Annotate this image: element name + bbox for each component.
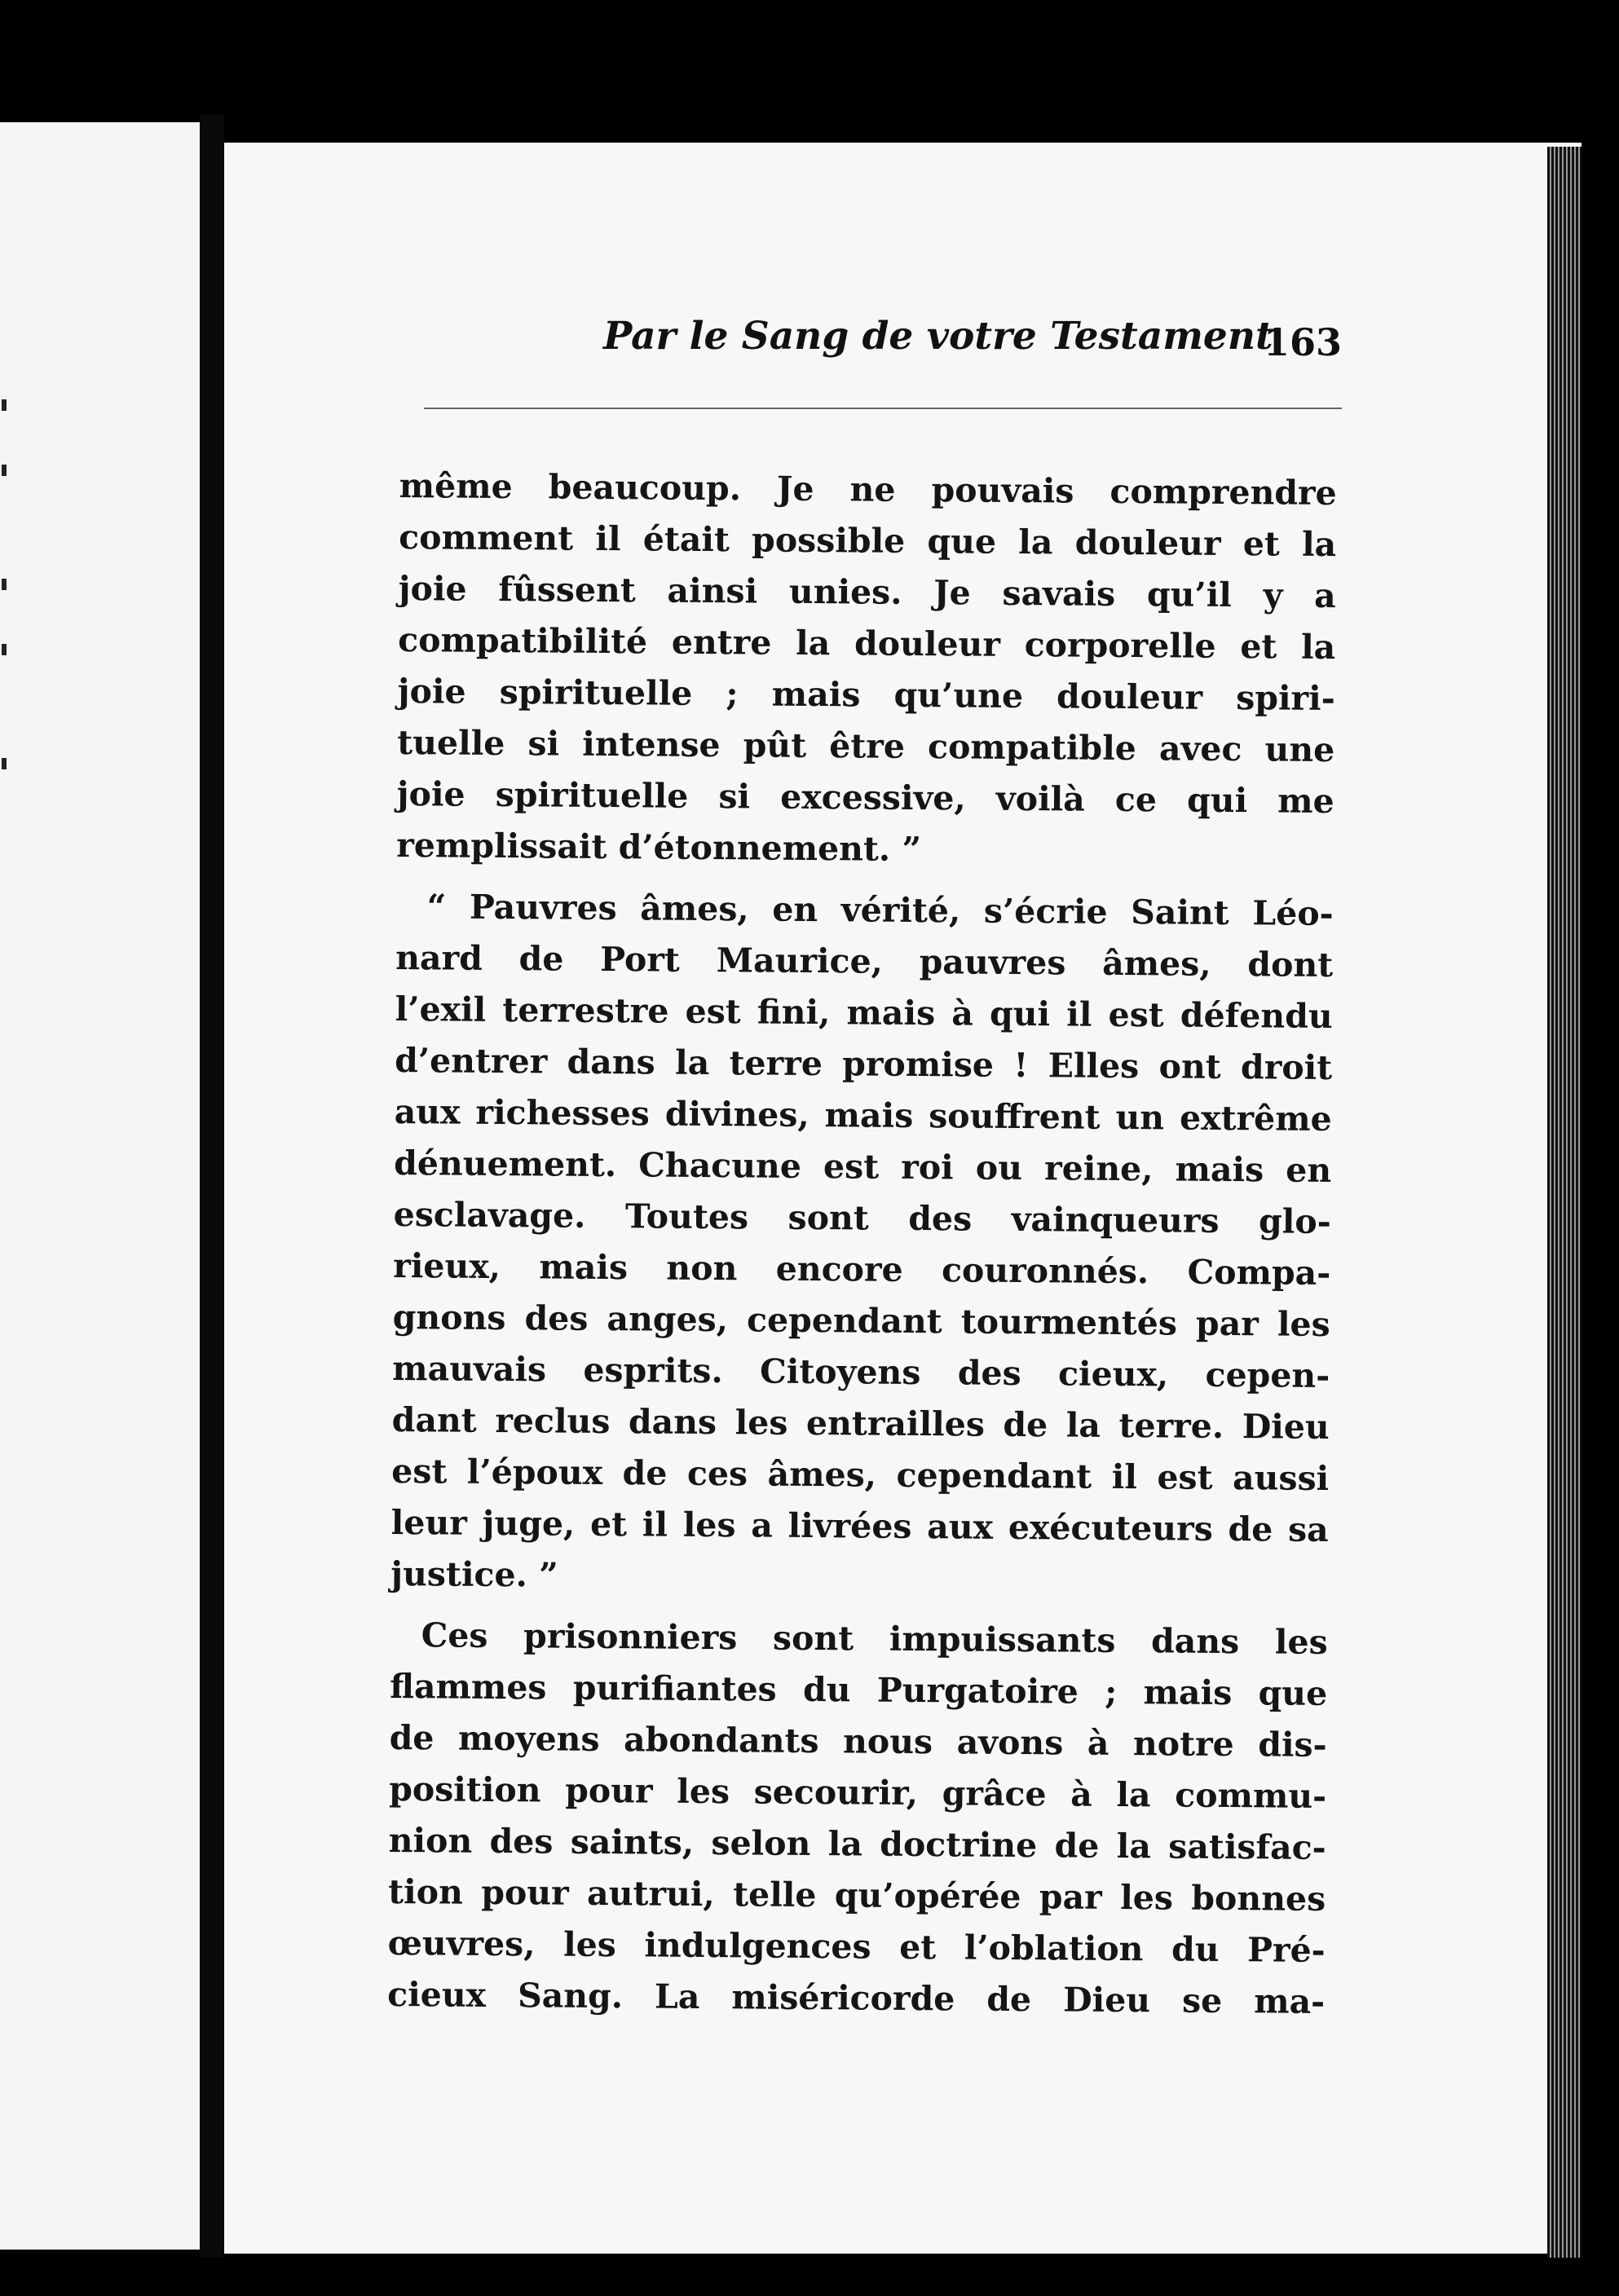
text-line: rieux, mais non encore couronnés. Compa- (393, 1245, 1331, 1293)
text-line: l’exil terrestre est fini, mais à qui il est défendu (395, 989, 1333, 1037)
running-title: Par le Sang de votre Testament (603, 314, 1273, 359)
text-line: leur juge, et il les a livrées aux exécuteurs de sa (390, 1502, 1329, 1549)
text-line: dénuement. Chacune est roi ou reine, mais en (394, 1143, 1332, 1191)
text-line: comment il était possible que la douleur et la (399, 517, 1337, 565)
page-number: 163 (1263, 320, 1342, 364)
text-line: tuelle si intense pût être compatible avec une (397, 722, 1335, 770)
text-line: joie spirituelle ; mais qu’une douleur spiri- (397, 671, 1335, 719)
text-line: Ces prisonniers sont impuissants dans les (421, 1615, 1328, 1662)
text-line: de moyens abondants nous avons à notre dis- (389, 1717, 1327, 1765)
page-stack-edge (1547, 147, 1582, 2258)
text-line: position pour les secourir, grâce à la commu- (389, 1769, 1327, 1816)
text-line: tion pour autrui, telle qu’opérée par les bonnes (388, 1871, 1326, 1919)
ink-mark (2, 465, 7, 476)
text-line: d’entrer dans la terre promise ! Elles ont droit (395, 1040, 1333, 1088)
text-line: joie spirituelle si excessive, voilà ce qui me (396, 773, 1334, 822)
text-line: justice. ” (390, 1553, 558, 1595)
text-line: gnons des anges, cependant tourmentés par les (392, 1297, 1330, 1344)
text-line: aux richesses divines, mais souffrent un extrême (394, 1091, 1332, 1139)
body-text (387, 461, 1337, 2028)
text-line: même beaucoup. Je ne pouvais comprendre (399, 465, 1337, 513)
text-line: nard de Port Maurice, pauvres âmes, dont (395, 937, 1334, 985)
ink-mark (2, 579, 7, 590)
text-line: dant reclus dans les entrailles de la terre. Dieu (391, 1399, 1330, 1447)
text-line: flammes purifiantes du Purgatoire ; mais que (389, 1666, 1328, 1713)
text-line: “ Pauvres âmes, en vérité, s’écrie Saint Léo- (426, 887, 1334, 934)
text-line: joie fûssent ainsi unies. Je savais qu’il y a (398, 568, 1336, 616)
book-gutter (200, 114, 224, 2258)
text-line: nion des saints, selon la doctrine de la satisfac- (388, 1820, 1326, 1867)
text-line: esclavage. Toutes sont des vainqueurs glo- (393, 1194, 1331, 1242)
facing-page-edge (0, 122, 200, 2250)
text-line: remplissait d’étonnement. ” (396, 825, 922, 870)
text-line: est l’époux de ces âmes, cependant il est aussi (391, 1451, 1330, 1498)
text-line: mauvais esprits. Citoyens des cieux, cepen- (392, 1348, 1330, 1395)
ink-mark (2, 644, 7, 655)
text-line: compatibilité entre la douleur corporelle et la (398, 619, 1336, 668)
text-line: œuvres, les indulgences et l’oblation du Pré- (387, 1923, 1326, 1970)
header-rule (424, 408, 1342, 409)
ink-mark (2, 399, 7, 411)
ink-mark (2, 758, 7, 769)
text-line: cieux Sang. La miséricorde de Dieu se ma- (387, 1974, 1326, 2021)
page-header (603, 314, 1342, 371)
